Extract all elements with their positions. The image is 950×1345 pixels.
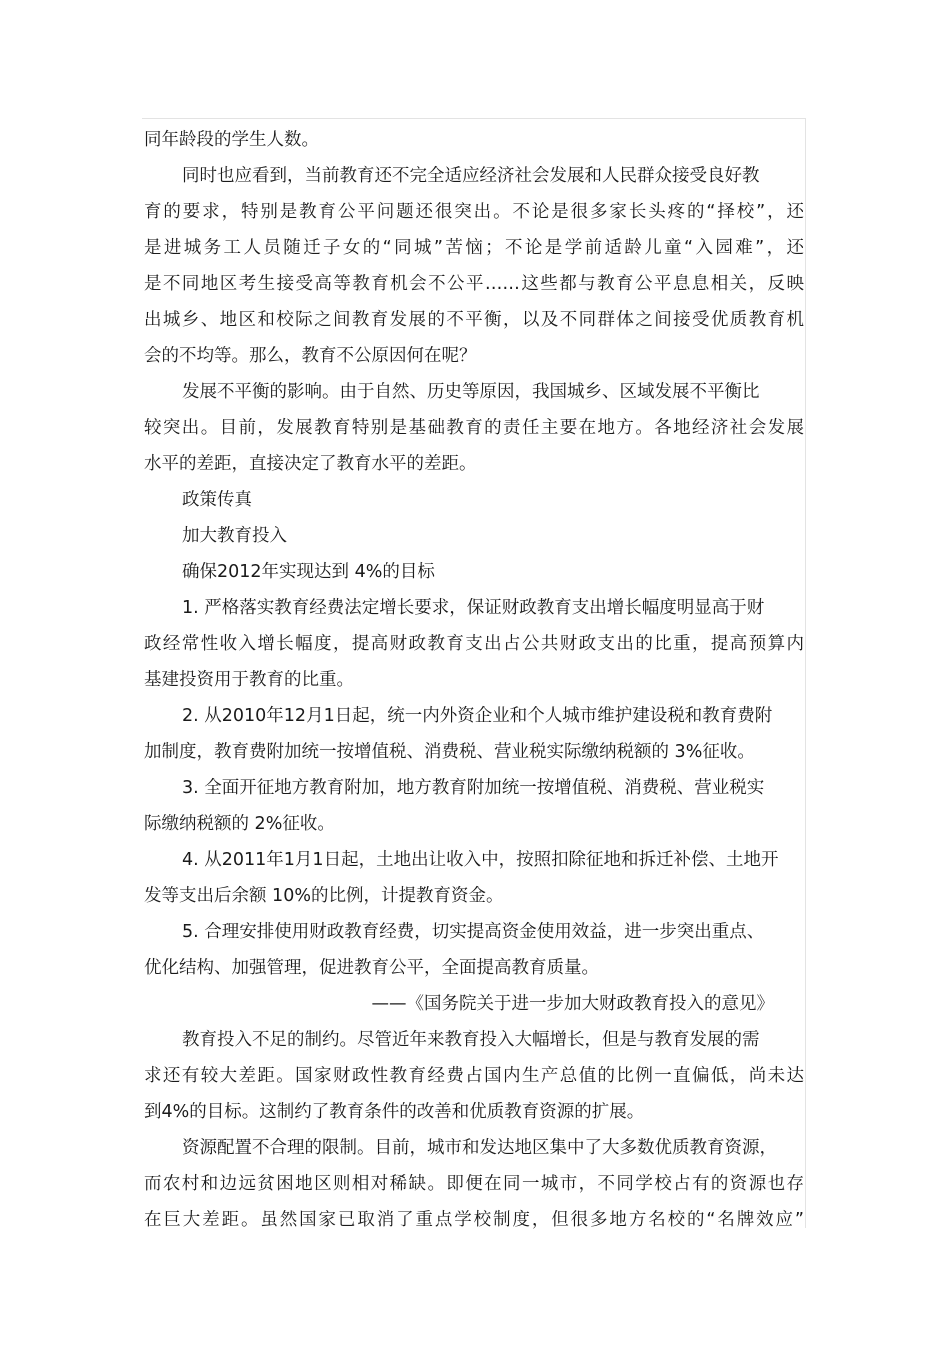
text-line: 育的要求，特别是教育公平问题还很突出。不论是很多家长头疼的“择校”，还	[144, 202, 804, 222]
section-heading: 政策传真	[182, 490, 252, 510]
section-heading: 加大教育投入	[182, 526, 287, 546]
text-line: 同年龄段的学生人数。	[144, 130, 319, 150]
text-line: 际缴纳税额的 2%征收。	[144, 814, 335, 834]
citation: ——《国务院关于进一步加大财政教育投入的意见》	[371, 994, 774, 1014]
text-line: 发展不平衡的影响。由于自然、历史等原因，我国城乡、区域发展不平衡比	[182, 382, 760, 402]
text-line: 加制度，教育费附加统一按增值税、消费税、营业税实际缴纳税额的 3%征收。	[144, 742, 755, 762]
text-line: 资源配置不合理的限制。目前，城市和发达地区集中了大多数优质教育资源，	[182, 1138, 777, 1158]
text-line: 教育投入不足的制约。尽管近年来教育投入大幅增长，但是与教育发展的需	[182, 1030, 760, 1050]
text-line: 出城乡、地区和校际之间教育发展的不平衡，以及不同群体之间接受优质教育机	[144, 310, 804, 330]
text-line: 较突出。目前，发展教育特别是基础教育的责任主要在地方。各地经济社会发展	[144, 418, 804, 438]
text-line: 基建投资用于教育的比重。	[144, 670, 354, 690]
text-line: 5. 合理安排使用财政教育经费，切实提高资金使用效益，进一步突出重点、	[182, 922, 765, 942]
text-line: 2. 从2010年12月1日起，统一内外资企业和个人城市维护建设税和教育费附	[182, 706, 773, 726]
text-line: 优化结构、加强管理，促进教育公平，全面提高教育质量。	[144, 958, 599, 978]
text-line: 是不同地区考生接受高等教育机会不公平……这些都与教育公平息息相关，反映	[144, 274, 804, 294]
text-line: 而农村和边远贫困地区则相对稀缺。即便在同一城市，不同学校占有的资源也存	[144, 1174, 804, 1194]
document-body	[144, 122, 804, 1238]
section-heading: 确保2012年实现达到 4%的目标	[182, 562, 435, 582]
text-line: 在巨大差距。虽然国家已取消了重点学校制度，但很多地方名校的“名牌效应”	[144, 1210, 804, 1230]
text-line: 3. 全面开征地方教育附加，地方教育附加统一按增值税、消费税、营业税实	[182, 778, 765, 798]
text-line: 会的不均等。那么，教育不公原因何在呢？	[144, 346, 477, 366]
text-line: 发等支出后余额 10%的比例，计提教育资金。	[144, 886, 504, 906]
text-line: 同时也应看到，当前教育还不完全适应经济社会发展和人民群众接受良好教	[182, 166, 760, 186]
text-line: 到4%的目标。这制约了教育条件的改善和优质教育资源的扩展。	[144, 1102, 645, 1122]
text-line: 水平的差距，直接决定了教育水平的差距。	[144, 454, 477, 474]
text-line: 求还有较大差距。国家财政性教育经费占国内生产总值的比例一直偏低，尚未达	[144, 1066, 804, 1086]
text-line: 政经常性收入增长幅度，提高财政教育支出占公共财政支出的比重，提高预算内	[144, 634, 804, 654]
text-line: 是进城务工人员随迁子女的“同城”苦恼；不论是学前适龄儿童“入园难”，还	[144, 238, 804, 258]
text-line: 4. 从2011年1月1日起，土地出让收入中，按照扣除征地和拆迁补偿、土地开	[182, 850, 779, 870]
text-line: 1. 严格落实教育经费法定增长要求，保证财政教育支出增长幅度明显高于财	[182, 598, 765, 618]
